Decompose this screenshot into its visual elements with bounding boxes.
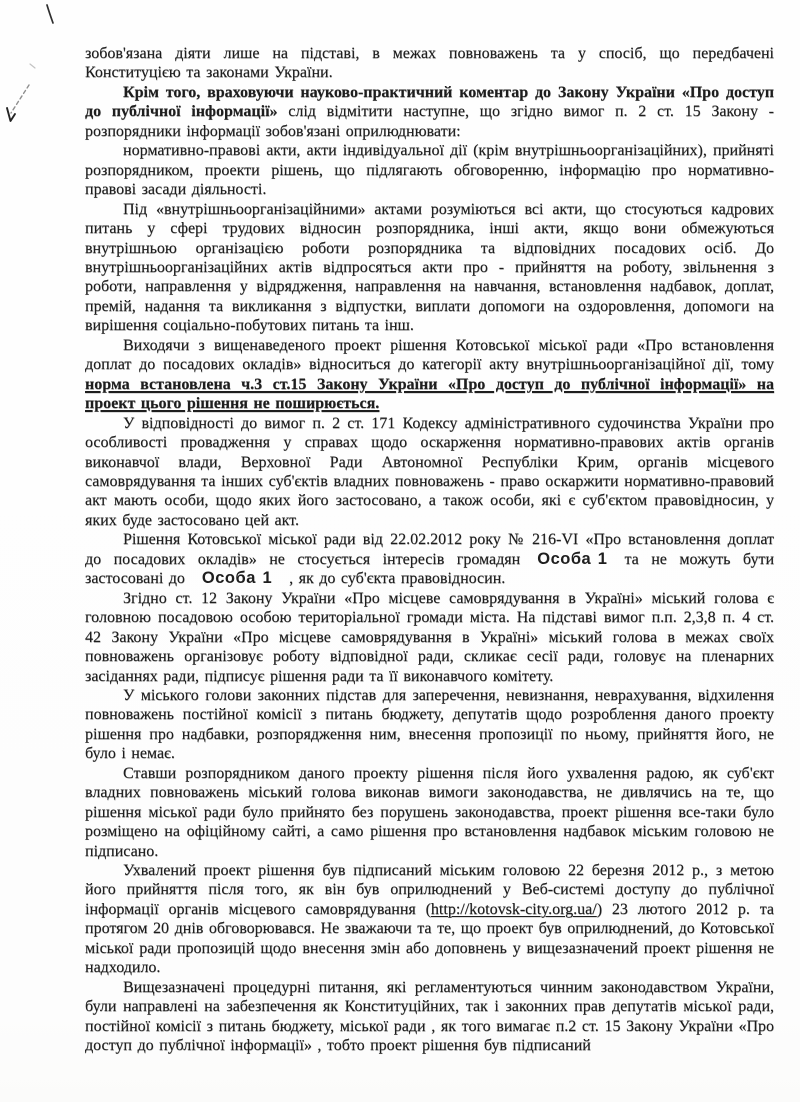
paragraph	[85, 530, 774, 588]
paragraph	[85, 141, 774, 199]
pen-mark-dashed-slash-icon	[11, 85, 29, 113]
text-run: ) 23 лютого 2012 р. та протягом 20 днів обговорювався. Не зважаючи та те, що проект був оприлюднений, до Котовської міської ради пропозицій щодо внесення змін або доповнень у вищезазначений проект рішення не надходило.	[85, 900, 774, 977]
text-run: У міського голови законних підстав для заперечення, невизнання, неврахування, відхилення повноважень постійної комісії з питань бюджету, депутатів щодо розроблення даного проекту рішення про надбавки, розпорядження ним, внесення пропозиції по ньому, прийняття його, не було і немає.	[85, 686, 774, 763]
text-run: Крім того, враховуючи науково-практичний коментар до Закону України «Про доступ до публічної інформації»	[85, 83, 774, 121]
text-run: слід відмітити наступне, що згідно вимог п. 2 ст. 15 Закону - розпорядники інформації зобов'язані оприлюднювати:	[85, 103, 775, 140]
text-run: Рішення Котовської міської ради від 22.02.2012 року № 216-VI «Про встановлення доплат до посадових окладів» не стосується інтересів громадян	[85, 531, 774, 568]
paragraph	[85, 589, 774, 686]
text-run: , як до суб'єкта правовідносин.	[289, 570, 506, 588]
text-run: Вищезазначені процедурні питання, які регламентуються чинним законодавством України, були направлені на забезпечення як Конституційних, так і законних прав депутатів міської ради, постійної комісії з питань бюджету, міської ради , як того вимагає п.2 ст. 15 Закону України «Про доступ до публічної інформації» , тобто проект рішення був підписаний	[85, 978, 774, 1055]
text-run: Ставши розпорядником даного проекту рішення після його ухвалення радою, як суб'єкт владних повноважень міський голова виконав вимоги законодавства, не дивлячись на те, що рішення міської ради було прийнято без порушень законодавства, проект рішення все-таки було розміщено на офіційному сайті, а само рішення про встановлення надбавок міським головою не підписано.	[85, 764, 774, 860]
paragraph	[85, 83, 774, 141]
text-run: Виходячи з вищенаведеного проект рішення Котовської міської ради «Про встановлення доплат до посадових окладів» відноситься до категорії акту внутрішньоорганізаційної дії, тому	[85, 336, 774, 374]
text-run: Згідно ст. 12 Закону України «Про місцеве самоврядування в Україні» міський голова є головною посадовою особою територіальної громади міста. На підставі вимог п.п. 2,3,8 п. 4 ст. 42 Закону України «Про місцеве самоврядування в Україні» міський голова в межах своїх повноважень організовує роботу відповідної ради, скликає сесії ради, головує на пленарних засіданнях ради, підписує рішення ради та її виконавчого комітету.	[85, 589, 774, 685]
paragraph	[85, 44, 774, 83]
person-placeholder: Особа 1	[201, 569, 273, 588]
paragraph	[85, 764, 774, 861]
paragraph	[85, 978, 774, 1056]
pen-mark-faint-dash-icon	[30, 64, 35, 68]
pen-mark-ink-hook-icon	[7, 108, 15, 121]
text-run: норма встановлена ч.3 ст.15 Закону України «Про доступ до публічної інформації» на проект цього рішення не поширюється.	[85, 375, 774, 413]
text-run: зобов'язана діяти лише на підставі, в межах повноважень та у спосіб, що передбачені Конституцією та законами України.	[85, 45, 774, 82]
document-body	[85, 44, 774, 1056]
url-text: http://kotovsk-city.org.ua/	[430, 900, 597, 918]
text-run: Під «внутрішньоорганізаційними» актами розуміються всі акти, що стосуються кадрових питань у сфері трудових відносин розпорядника, інші акти, якщо вони обмежуються внутрішньою організацією роботи розпорядника та відповідних посадових осіб. До внутрішньоорганізаційних актів відпросяться акти про - прийняття на роботу, звільнення з роботи, направлення у відрядження, направлення на навчання, встановлення надбавок, доплат, премій, надання та викликання з відпустки, виплати допомоги на оздоровлення, допомоги на вирішення соціально-побутових питань та інш.	[85, 200, 774, 335]
paragraph	[85, 336, 774, 414]
text-run: нормативно-правові акти, акти індивідуальної дії (крім внутрішньоорганізаційних), прийняті розпорядником, проекти рішень, що підлягають обговоренню, інформацію про нормативно-правові засади діяльності.	[85, 142, 774, 199]
person-placeholder: Особа 1	[537, 549, 608, 568]
text-run: У відповідності до вимог п. 2 ст. 171 Кодексу адміністративного судочинства України про особливості провадження у справах щодо оскарження нормативно-правових актів органів виконавчої влади, Верховної Ради Автономної Республіки Крим, органів місцевого самоврядування та інших суб'єктів владних повноважень - право оскаржити нормативно-правовий акт мають особи, щодо яких його застосовано, а також особи, які є суб'єктом правовідносин, у яких буде застосовано цей акт.	[85, 414, 774, 529]
text-run: Ухвалений проект рішення був підписаний міським головою 22 березня 2012 р., з метою його прийняття після того, як він був оприлюднений у Веб-системі доступу до публічної інформації органів місцевого самоврядування (	[85, 862, 774, 918]
paragraph	[85, 861, 774, 978]
pen-mark-top-stroke-icon	[47, 5, 53, 23]
paragraph	[85, 200, 774, 336]
paragraph	[85, 414, 774, 531]
text-run: та не можуть бути застосовані до	[85, 550, 775, 588]
paragraph	[85, 686, 774, 764]
